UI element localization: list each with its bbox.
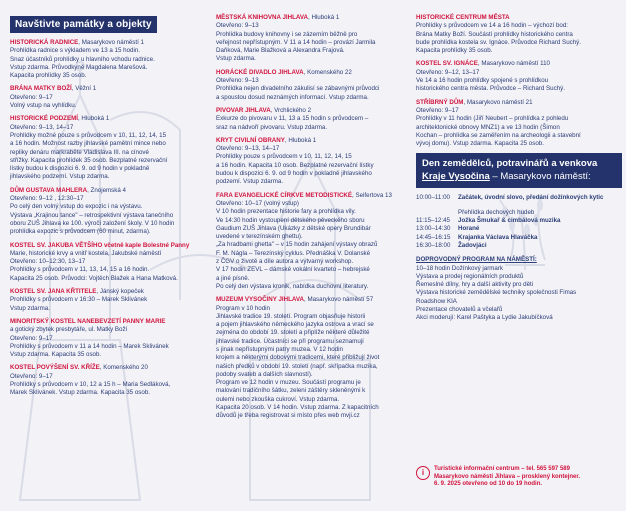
side-program-item: Výstava historické zemědělské techniky společnosti Fimas	[416, 289, 577, 297]
monument-heading	[10, 39, 198, 47]
monument-detail: krojem a některými dobovými tradicemi, které přibližují život	[216, 354, 380, 362]
monument-entry	[10, 85, 198, 110]
column-right	[416, 14, 622, 323]
event-banner	[416, 153, 622, 188]
monument-address: , Znojemská 4	[87, 186, 126, 194]
info-icon: i	[416, 466, 430, 480]
monument-detail: a gotický zbytek presbytáře, ul. Matky Boží	[10, 326, 128, 334]
monument-detail: uvedené v terezínském ghettu).	[216, 233, 303, 241]
program-time: 13:00–14:30	[416, 225, 451, 233]
monument-entry	[10, 39, 198, 80]
program-event: Začátek, úvodní slovo, předání dožínkových kytic	[458, 194, 604, 202]
monument-address: , Komenského 22	[303, 68, 352, 76]
monument-detail: Prohlídky s průvodcem v 16:30 – Marek Sklivánek	[10, 296, 148, 304]
monument-address: , Masarykovo náměstí 110	[477, 60, 550, 68]
side-program-list	[416, 265, 622, 323]
side-program-item: Prezentace chovatelů a včelařů	[416, 306, 503, 314]
program-event: Přehlídka dechových hudeb	[458, 208, 535, 216]
monument-name: PIVOVAR JIHLAVA	[216, 106, 271, 114]
monument-heading	[10, 115, 198, 123]
monument-detail: V 10 hodin prezentace historie fary a prohlídka vily.	[216, 208, 356, 216]
monument-address: , Seifertova 13	[352, 191, 392, 199]
monument-name: KOSTEL POVÝŠENÍ SV. KŘÍŽE	[10, 364, 100, 372]
monument-name: KOSTEL SV. JANA KŘTITELE	[10, 288, 97, 296]
monument-name: MĚSTSKÁ KNIHOVNA JIHLAVA	[216, 14, 309, 21]
monument-detail: V 17 hodin ZEVL – dámské vokální kvarteto – hebrejské	[216, 266, 370, 274]
monument-detail: Marek Sklivánek. Vstup zdarma. Kapacita 35 osob.	[10, 389, 150, 397]
monument-heading	[10, 242, 198, 250]
monument-address: , Hluboká 1	[284, 136, 317, 144]
monument-detail: Otevřeno: 9–12 , 12:30–17	[10, 195, 84, 203]
monument-name: HISTORICKÉ PODZEMÍ	[10, 115, 78, 123]
monument-detail: Kapacita prohlídky 35 osob.	[416, 47, 493, 55]
monument-detail: Otevřeno: 9–17	[416, 106, 459, 114]
monument-detail: Otevřeno: 9–13, 14–17	[216, 145, 280, 153]
monument-detail: architektonické obnovy MNZ1) a ve 13 hodin (Šimon	[416, 123, 560, 131]
banner-title: Den zemědělců, potravinářů a venkova	[422, 158, 598, 170]
monument-address: , Jánský kopeček	[96, 288, 144, 296]
monument-entry	[416, 14, 622, 55]
monument-entry	[216, 14, 408, 64]
monument-heading	[216, 137, 408, 145]
monument-list-middle	[216, 14, 408, 421]
monument-detail: Kapacita prohlídky 35 osob.	[10, 72, 87, 80]
monument-heading	[10, 364, 198, 372]
monument-detail: a 16 hodin. Kapacita 10 osob. Bezplatné rezervační lístky	[216, 161, 374, 169]
monument-detail: Výstava „Krajinou tance" – retrospektivní výstava tanečního	[10, 211, 174, 219]
program-event: Horané	[458, 225, 480, 233]
program-row	[416, 242, 622, 250]
monument-detail: Vstup zdarma. Kapacita 35 osob.	[10, 351, 102, 359]
program-time	[416, 209, 458, 217]
monument-detail: Prohlídka radnice s výkladem ve 13 a 15 hodin.	[10, 47, 141, 55]
monument-detail: Vstup zdarma.	[10, 304, 50, 312]
monument-detail: historického centra města. Průvodce – Richard Suchý.	[416, 85, 565, 93]
monument-detail: Daňková, Marie Blažková a Alexandra Frajová.	[216, 47, 345, 55]
monument-heading	[10, 318, 198, 326]
monument-detail: oboru ZUŠ Jihlava ke 100. výročí založení školy. V 10 hodin	[10, 219, 175, 227]
program-time: 16:30–18:00	[416, 241, 451, 249]
program-event: Krajanka Václava Hlaváčka	[458, 233, 538, 241]
monument-address: , Hluboká 1	[308, 14, 340, 21]
monument-entry	[216, 137, 408, 187]
monument-detail: a spoustou dosud neznámých informací. Vstup zdarma.	[216, 93, 369, 101]
side-program-item: Roadshow KIA	[416, 297, 457, 305]
monument-detail: budou k dispozici 6. 9. od 9 hodin v pokladně jihlavského	[216, 170, 372, 178]
monument-detail: z ČGV o životě a díle autora a výtvarný workshop.	[216, 258, 354, 266]
monument-detail: Otevřeno: 9–13, 14–17	[10, 123, 74, 131]
monument-detail: Gaudium ZUŠ Jihlava (Ukázky z dětské opery Brundibár	[216, 224, 371, 232]
monument-detail: Prohlídky s průvodcem v 11 a 14 hodin – Marek Sklivánek	[10, 342, 169, 350]
monument-detail: Ve 14 a 16 hodin prohlídky spojené s prohlídkou	[416, 77, 549, 85]
monument-detail: Prohlídky možné pouze s průvodcem v 10, 11, 12, 14, 15	[10, 131, 167, 139]
monument-heading	[216, 192, 408, 200]
monument-detail: Prohlídky pouze s průvodcem v 10, 11, 12, 14, 15	[216, 153, 352, 161]
monument-name: FARA EVANGELICKÉ CÍRKVE METODISTICKÉ	[216, 191, 353, 199]
monument-detail: podoby svateb a dalších slavností).	[216, 370, 313, 378]
monument-heading	[416, 99, 622, 107]
monument-name: BRÁNA MATKY BOŽÍ	[10, 85, 72, 93]
program-row	[416, 217, 622, 225]
monument-detail: Prohlídky s průvodcem ve 14 a 16 hodin – výchozí bod:	[416, 22, 569, 30]
monument-detail: repliky denáru markraběte Vladislava III. na cínové	[10, 148, 149, 156]
info-line: 6. 9. 2025 otevřeno od 10 do 19 hodin.	[434, 481, 543, 488]
monument-address: , Masarykovo náměstí 1	[78, 39, 144, 46]
monument-entry	[10, 115, 198, 181]
monument-entry	[10, 242, 198, 283]
monument-detail: Ve 14:30 hodin vystoupení dětského pěveckého sboru	[216, 216, 365, 224]
monument-heading	[216, 296, 408, 304]
monument-name: MUZEUM VYSOČINY JIHLAVA	[216, 296, 305, 304]
monument-detail: Volný vstup na vyhlídku.	[10, 102, 77, 110]
info-box	[416, 466, 622, 489]
monument-detail: a 16 hodin. Možnost razby jihlavské pamětní mince nebo	[10, 140, 166, 148]
monument-list-left	[10, 39, 198, 398]
monument-heading	[216, 14, 408, 22]
monument-detail: a pojem jihlavského německého jazyka ostrova a vrací se	[216, 321, 374, 329]
monument-address: , Věžní 1	[71, 85, 97, 93]
monument-detail: Marie, historické krvy a vnitř kostela, Jakubské náměstí	[10, 249, 162, 257]
monument-detail: malování tradičního šátku, zeleni záštěry skleněnými k	[216, 387, 366, 395]
monument-list-right	[416, 14, 622, 148]
monument-detail: bude prohlídka kostela sv. Ignáce. Průvodce Richard Suchý.	[416, 38, 581, 46]
monument-entry	[216, 69, 408, 102]
monument-detail: oulemi nebo zkouška cukroví. Vstup zdarma.	[216, 395, 340, 403]
side-program	[416, 256, 622, 322]
monument-detail: Vstup zdarma.	[216, 55, 256, 63]
monument-detail: Snaz účastníků prohlídky u hlavního vchodu radnice.	[10, 55, 155, 63]
program-row	[416, 225, 622, 233]
monument-detail: Kochan – prohlídka se zaměřením na archeologii a stavební	[416, 131, 581, 139]
monument-detail: Otevřeno: 9–17	[10, 334, 53, 342]
program-time: 10:00–11:00	[416, 194, 450, 202]
side-program-item: 10–18 hodin Dožínkový jarmark	[416, 264, 504, 272]
monument-detail: Prohlídky v 11 hodin (Jiří Neubert – prohlídka z pohledu	[416, 115, 569, 123]
side-program-item: Výstava a prodej regionálních produktů	[416, 272, 524, 280]
monument-detail: Kapacita 25 osob. Průvodci: Vojtěch Blažek a Hana Matková.	[10, 274, 178, 282]
info-line: Turistické informační centrum – tel. 565 597 589	[434, 466, 570, 472]
monument-detail: Otevřeno: 9–17	[10, 372, 53, 380]
monument-detail: veřejnost nepřístupným. V 11 a 14 hodin – provází Jarmila	[216, 38, 376, 46]
monument-entry	[216, 296, 408, 420]
monument-detail: Otevřeno: 9–17	[10, 93, 53, 101]
monument-detail: Prohlídka nejen divadelního zákulisí se zábavnými průvodci	[216, 85, 380, 93]
monument-entry	[10, 288, 198, 313]
monument-detail: Otevřeno: 9–12, 13–17	[416, 68, 480, 76]
monument-detail: Brána Matky Boží. Součástí prohlídky historického centra	[416, 30, 573, 38]
banner-location: – Masarykovo náměstí:	[489, 170, 591, 182]
monument-heading	[416, 60, 622, 68]
info-line: Masarykovo náměstí Jihlava – prosklený kontejner.	[434, 473, 581, 480]
monument-address: , Hluboká 1	[77, 115, 110, 123]
monument-detail: jihlavského podzemí. Vstup zdarma.	[10, 173, 110, 181]
banner-subtitle	[422, 171, 616, 184]
monument-address: , Komenského 20	[99, 364, 148, 372]
monument-name: HORÁCKÉ DIVADLO JIHLAVA	[216, 68, 304, 76]
monument-detail: „Za hradbami ghetta" – v 15 hodin zahájení výstavy obrazů	[216, 241, 378, 249]
monument-detail: Prohlídka budovy knihovny i se zázemím běžně pro	[216, 30, 358, 38]
program-row	[416, 234, 622, 242]
monument-detail: podzemí. Vstup zdarma.	[216, 178, 284, 186]
column-left	[10, 14, 198, 403]
monument-entry	[416, 60, 622, 93]
side-program-item: Řemeslné dílny, hry a další aktivity pro děti	[416, 281, 534, 289]
monument-entry	[416, 99, 622, 149]
monument-detail: Prohlídky s průvodcem v 11, 13, 14, 15 a 16 hodin.	[10, 266, 150, 274]
section-header: Navštivte památky a objekty	[10, 16, 157, 33]
side-program-item: Akci moderují: Karel Paštyka a Lydie Jakubíčková	[416, 314, 553, 322]
monument-detail: prohlídka expozic s průvodcem (60 minut, zdarma).	[10, 228, 151, 236]
monument-detail: sraz na nádvoří pivovaru. Vstup zdarma.	[216, 123, 328, 131]
monument-detail: a jiné písně.	[216, 274, 250, 282]
monument-entry	[216, 107, 408, 132]
monument-detail: Otevřeno: 9–13	[216, 77, 259, 85]
monument-name: KOSTEL SV. IGNÁCE	[416, 60, 478, 68]
monument-detail: Program v 10 hodin	[216, 304, 270, 312]
monument-detail: vývoj domu). Vstup zdarma. Kapacita 25 osob.	[416, 140, 544, 148]
monument-detail: lístky budou k dispozici 6. 9. od 9 hodin v pokladně	[10, 165, 150, 173]
monument-heading	[10, 288, 198, 296]
monument-detail: Kapacita 20 osob. V 14 hodin. Vstup zdarma. Z kapacitních	[216, 404, 379, 412]
program-time: 14:45–16:15	[416, 233, 451, 241]
monument-address: , Masarykovo náměstí 21	[463, 98, 533, 106]
monument-detail: s jinak nepřístupnými patry muzea. V 12 hodin	[216, 345, 343, 353]
monument-detail: Po celý den volný vstup do expozic i na výstavu.	[10, 203, 143, 211]
monument-heading	[216, 107, 408, 115]
column-middle	[216, 14, 408, 426]
monument-detail: zejména do období 19. století a připlíže některé důležité	[216, 329, 370, 337]
monument-name: KRYT CIVILNÍ OBRANY	[216, 136, 285, 144]
monument-name: KOSTEL SV. JAKUBA VĚTŠÍHO včetně kaple Bolestné Panny	[10, 241, 190, 249]
program-row	[416, 194, 622, 202]
monument-heading	[10, 187, 198, 195]
monument-detail: jihlavské tradice. Účastníci se při programu seznamují	[216, 337, 364, 345]
monument-name: HISTORICKÉ CENTRUM MĚSTA	[416, 14, 510, 21]
monument-name: HISTORICKÁ RADNICE	[10, 39, 79, 46]
monument-address: , Vrchlického 2	[270, 106, 312, 114]
monument-entry	[216, 192, 408, 292]
monument-detail: střížky. Kapacita prohlídek 35 osob. Bezplatné rezervační	[10, 156, 168, 164]
monument-detail: důvodů je třeba registrovat si místo přes web mvji.cz	[216, 412, 360, 420]
monument-detail: Po celý den výstava kronik, nabídka duchovní literatury.	[216, 282, 369, 290]
monument-entry	[10, 318, 198, 359]
side-program-title: DOPROVODNÝ PROGRAM NA NÁMĚSTÍ:	[416, 256, 537, 264]
banner-region: Kraje Vysočina	[422, 170, 490, 182]
program-event: Žadovjáci	[458, 241, 487, 249]
monument-heading	[416, 14, 622, 22]
program-event: Jožka Šmukař & cimbálová muzika	[458, 217, 561, 225]
monument-detail: Otevřeno: 9–13	[216, 22, 259, 30]
program-row	[416, 209, 622, 217]
monument-heading	[10, 85, 198, 93]
monument-name: DŮM GUSTAVA MAHLERA	[10, 186, 88, 194]
monument-entry	[10, 364, 198, 397]
monument-detail: Otevřeno: 10–12:30, 13–17	[10, 258, 86, 266]
monument-detail: Jihlavské tradice 19. století. Program objasňuje historii	[216, 312, 366, 320]
program-time: 11:15–12:45	[416, 217, 450, 225]
monument-address: , Masarykovo náměstí 57	[304, 296, 374, 304]
monument-name: MINORITSKÝ KOSTEL NANEBEVZETÍ PANNY MARIE	[10, 317, 166, 325]
monument-detail: Exkurze do pivovaru v 11, 13 a 15 hodin s průvodcem –	[216, 115, 369, 123]
monument-detail: Vstup zdarma. Průvodkyně Magdalena Marešová.	[10, 63, 148, 71]
monument-heading	[216, 69, 408, 77]
monument-entry	[10, 187, 198, 237]
monument-name: STŘÍBRNÝ DŮM	[416, 98, 464, 106]
monument-detail: F. M. Nágla – Terezínský cyklus. Přednáška V. Dolanské	[216, 249, 371, 257]
monument-detail: Otevřeno: 10–17 (volný vstup)	[216, 199, 299, 207]
monument-detail: Program ve 12 hodin v muzeu. Součástí programu je	[216, 379, 361, 387]
monument-detail: Prohlídky s průvodcem v 10, 12 a 15 h – Maria Sedláková,	[10, 380, 171, 388]
event-program	[416, 194, 622, 250]
monument-detail: našich předků v období 19. století (např. skřípačka muzika,	[216, 362, 378, 370]
